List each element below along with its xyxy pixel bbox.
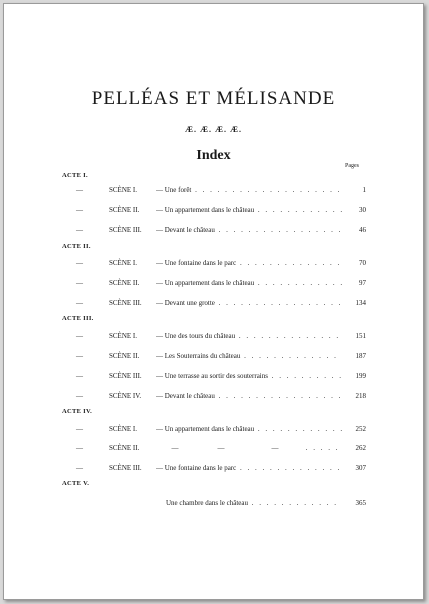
index-entry	[4, 390, 423, 402]
page-title: PELLÉAS ET MÉLISANDE	[91, 88, 336, 109]
scene-description: — Une fontaine dans le parc . . .	[156, 257, 342, 269]
book-page	[3, 3, 424, 600]
index-heading: Index	[196, 148, 231, 163]
scene-description: — Devant le château . . .	[156, 224, 342, 236]
scene-description: — Les Souterrains du château . . .	[156, 350, 342, 362]
entry-dash: —	[76, 299, 83, 307]
act-label: ACTE I.	[62, 172, 88, 179]
page-number: 70	[359, 259, 366, 267]
ditto-dash: —	[171, 444, 179, 452]
entry-dash: —	[76, 464, 83, 472]
scene-number: SCÈNE I.	[109, 259, 137, 267]
index-entry	[4, 370, 423, 382]
index-entry	[4, 462, 423, 474]
scene-number: SCÈNE II.	[109, 352, 140, 360]
index-entry	[4, 257, 423, 269]
index-entry	[4, 184, 423, 196]
entry-dash: —	[76, 372, 83, 380]
entry-dash: —	[76, 279, 83, 287]
entry-dash: —	[76, 206, 83, 214]
act-label: ACTE II.	[62, 243, 91, 250]
scene-number: SCÈNE I.	[109, 332, 137, 340]
entry-dash: —	[76, 352, 83, 360]
scene-description	[156, 442, 342, 454]
ditto-dash: —	[217, 444, 225, 452]
act-label: ACTE IV.	[62, 408, 93, 415]
page-number: 1	[362, 186, 366, 194]
index-entry	[4, 204, 423, 216]
scene-description: — Devant une grotte . . .	[156, 297, 342, 309]
index-entry	[4, 330, 423, 342]
index-entry	[4, 423, 423, 435]
index-entry	[4, 497, 423, 509]
scene-description: — Un appartement dans le château . . .	[156, 423, 342, 435]
page-number: 307	[355, 464, 366, 472]
pages-column-label: Pages	[345, 163, 359, 169]
scene-description: — Une forêt . . .	[156, 184, 342, 196]
index-entry	[4, 224, 423, 236]
scene-description: Une chambre dans le château . . .	[166, 497, 342, 509]
page-number: 187	[355, 352, 366, 360]
entry-dash: —	[76, 332, 83, 340]
entry-dash: —	[76, 425, 83, 433]
entry-dash: —	[76, 259, 83, 267]
page-number: 262	[355, 444, 366, 452]
act-label: ACTE III.	[62, 315, 94, 322]
page-number: 365	[355, 499, 366, 507]
scene-description: — Une fontaine dans le parc . . .	[156, 462, 342, 474]
entry-dash: —	[76, 186, 83, 194]
scene-number: SCÈNE I.	[109, 186, 137, 194]
page-number: 134	[355, 299, 366, 307]
page-number: 97	[359, 279, 366, 287]
scene-number: SCÈNE III.	[109, 464, 142, 472]
page-number: 252	[355, 425, 366, 433]
index-entry	[4, 442, 423, 454]
scene-description: — Devant le château . . .	[156, 390, 342, 402]
page-number: 218	[355, 392, 366, 400]
entry-dash: —	[76, 226, 83, 234]
entry-dash: —	[76, 444, 83, 452]
scene-description: — Une des tours du château . . .	[156, 330, 342, 342]
index-entry	[4, 297, 423, 309]
scene-number: SCÈNE II.	[109, 206, 140, 214]
index-entry	[4, 277, 423, 289]
ditto-dash: —	[271, 444, 279, 452]
scene-number: SCÈNE IV.	[109, 392, 142, 400]
entry-dash: —	[76, 392, 83, 400]
page-number: 151	[355, 332, 366, 340]
scene-description: — Un appartement dans le château . . .	[156, 204, 342, 216]
scene-number: SCÈNE III.	[109, 299, 142, 307]
scene-number: SCÈNE II.	[109, 279, 140, 287]
index-entry	[4, 350, 423, 362]
page-number: 30	[359, 206, 366, 214]
scene-description: — Une terrasse au sortir des souterrains . . .	[156, 370, 342, 382]
scene-number: SCÈNE III.	[109, 226, 142, 234]
scene-number: SCÈNE III.	[109, 372, 142, 380]
page-number: 46	[359, 226, 366, 234]
page-number: 199	[355, 372, 366, 380]
act-label: ACTE V.	[62, 480, 90, 487]
scene-number: SCÈNE I.	[109, 425, 137, 433]
scene-number: SCÈNE II.	[109, 444, 140, 452]
ornament: Æ. Æ. Æ. Æ.	[185, 125, 242, 134]
scene-description: — Un appartement dans le château . . .	[156, 277, 342, 289]
